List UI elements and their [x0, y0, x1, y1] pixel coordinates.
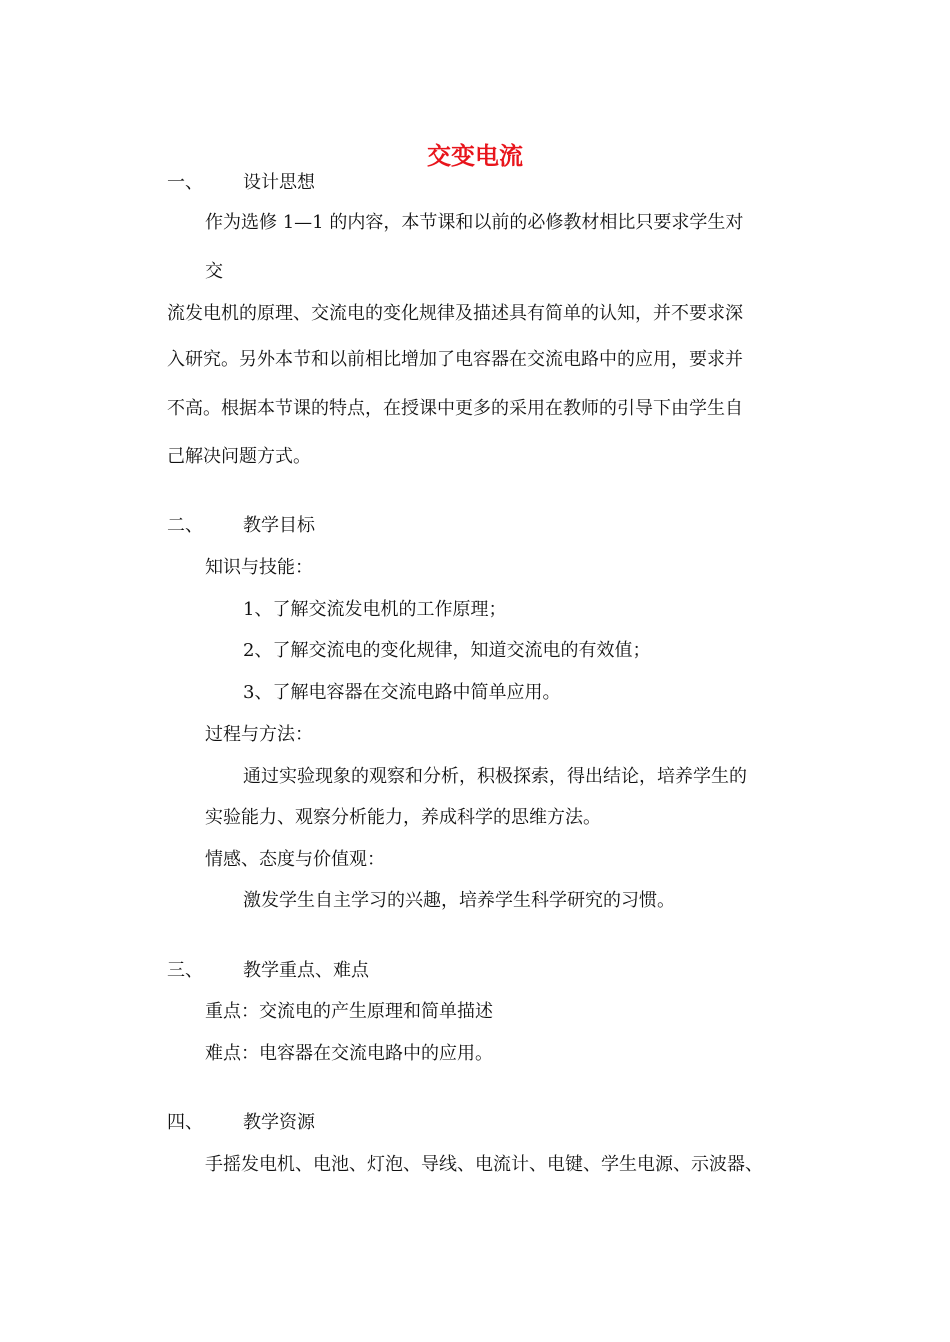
paragraph-line: 重点：交流电的产生原理和简单描述	[205, 1001, 493, 1022]
section-number: 四、	[167, 1112, 203, 1133]
paragraph-line: 不高。根据本节课的特点，在授课中更多的采用在教师的引导下由学生自	[167, 398, 743, 419]
section-heading: 教学重点、难点	[243, 960, 369, 981]
paragraph-line: 激发学生自主学习的兴趣，培养学生科学研究的习惯。	[243, 890, 675, 911]
section-heading: 设计思想	[243, 172, 315, 193]
page-title: 交变电流	[427, 142, 523, 170]
subheading: 知识与技能：	[205, 557, 313, 578]
paragraph-line: 己解决问题方式。	[167, 446, 311, 467]
section-heading: 教学资源	[243, 1112, 315, 1133]
paragraph-line: 手摇发电机、电池、灯泡、导线、电流计、电键、学生电源、示波器、	[205, 1154, 763, 1175]
paragraph-line: 通过实验现象的观察和分析，积极探索，得出结论，培养学生的	[243, 766, 747, 787]
list-item: 2、了解交流电的变化规律，知道交流电的有效值；	[243, 640, 651, 661]
paragraph-line: 作为选修 1—1 的内容，本节课和以前的必修教材相比只要求学生对	[205, 212, 744, 233]
paragraph-line: 交	[205, 261, 223, 282]
paragraph-line: 实验能力、观察分析能力，养成科学的思维方法。	[205, 807, 601, 828]
section-heading: 教学目标	[243, 515, 315, 536]
section-number: 三、	[167, 960, 203, 981]
paragraph-line: 流发电机的原理、交流电的变化规律及描述具有简单的认知，并不要求深	[167, 303, 743, 324]
subheading: 过程与方法：	[205, 724, 313, 745]
section-number: 一、	[167, 172, 203, 193]
list-item: 3、了解电容器在交流电路中简单应用。	[243, 682, 561, 703]
list-item: 1、了解交流发电机的工作原理；	[243, 599, 507, 620]
subheading: 情感、态度与价值观：	[205, 849, 385, 870]
section-number: 二、	[167, 515, 203, 536]
paragraph-line: 入研究。另外本节和以前相比增加了电容器在交流电路中的应用，要求并	[167, 349, 743, 370]
paragraph-line: 难点：电容器在交流电路中的应用。	[205, 1043, 493, 1064]
